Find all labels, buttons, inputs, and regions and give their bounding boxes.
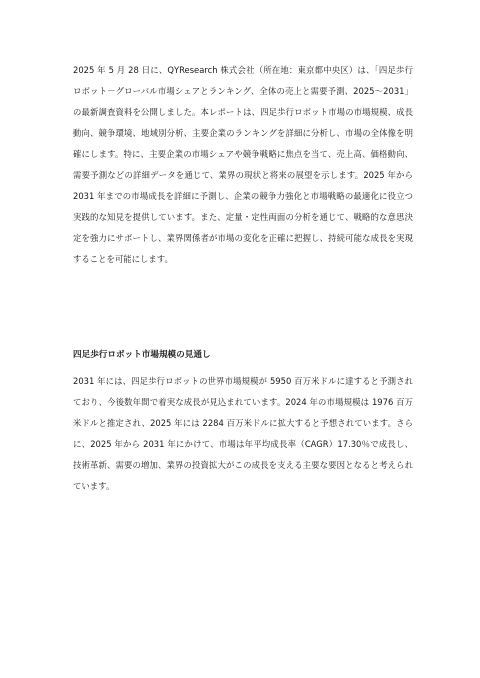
intro-paragraph: 2025 年 5 月 28 日に、QYResearch 株式会社（所在地：東京都中央区）は、「四足歩行ロボット－グローバル市場シェアとランキング、全体の売上と需要予測、2025～2031」の最新調査資料を公開しました。本レポートは、四足歩行ロボット市場の市場規模、成長動向、競争環境、地域別分析、主要企業のランキングを詳細に分析し、市場の全体像を明確にします。特に、主要企業の市場シェアや競争戦略に焦点を当て、売上高、価格動向、需要予測などの詳細データを通じて、業界の現状と将来の展望を示します。2025 年から 2031 年までの市場成長を詳細に予測し、企業の競争力強化と市場戦略の最適化に役立つ実践的な知見を提供しています。また、定量・定性両面の分析を通じて、戦略的な意思決定を強力にサポートし、業界関係者が市場の変化を正確に把握し、持続可能な成長を実現することを可能にします。: [73, 65, 413, 264]
section-heading: 四足歩行ロボット市場規模の見通し: [73, 350, 211, 360]
section-paragraph: 2031 年には、四足歩行ロボットの世界市場規模が 5950 百万米ドルに達すると予測されており、今後数年間で着実な成長が見込まれています。2024 年の市場規模は 1976 百万米ドルと推定され、2025 年には 2284 百万米ドルに拡大すると予想されています。さらに、2025 年から 2031 年にかけて、市場は年平均成長率（CAGR）17.30％で成長し、技術革新、需要の増加、業界の投資拡大がこの成長を支える主要な要因となると考えられています。: [73, 376, 413, 491]
